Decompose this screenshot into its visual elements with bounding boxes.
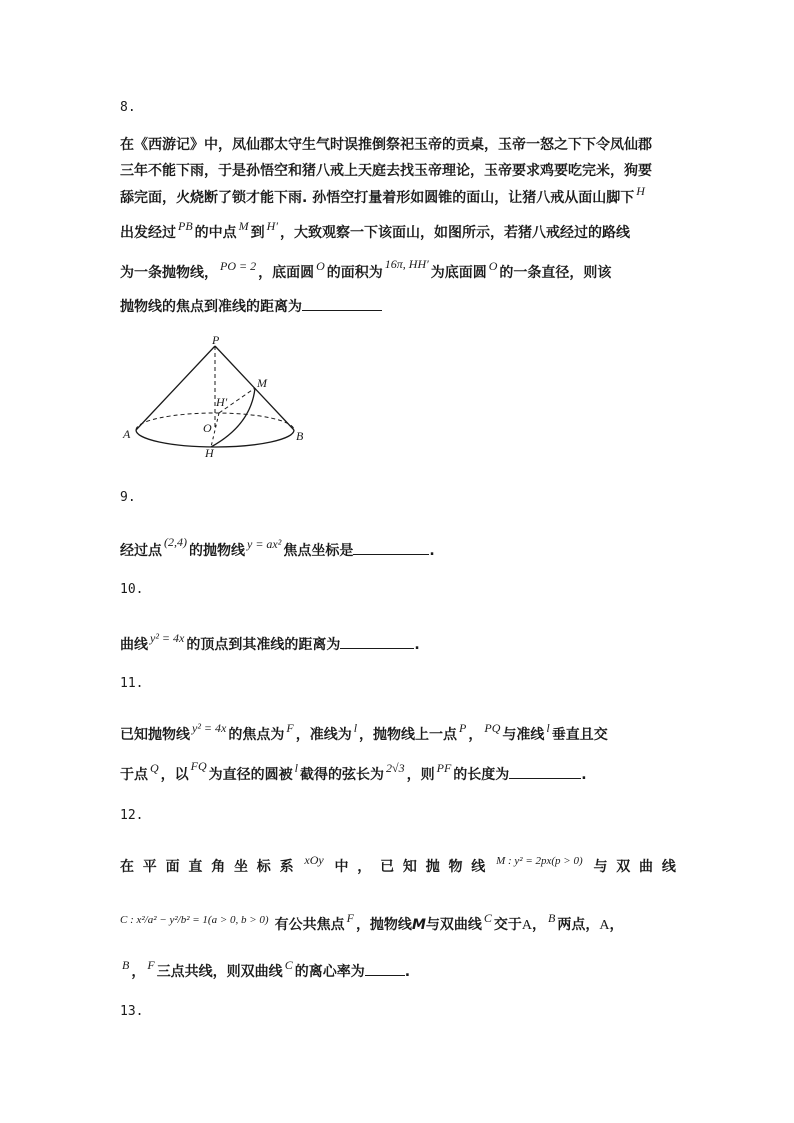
q12-ch: 线 bbox=[661, 859, 676, 875]
q8-math-O-2: O bbox=[488, 259, 498, 273]
label-A: A bbox=[123, 427, 131, 441]
q8-math-PO: PO = 2 bbox=[220, 259, 257, 273]
q11-math-PF: PF bbox=[436, 761, 452, 775]
q8-math-H-prime: H′ bbox=[266, 219, 278, 233]
q12-l2-e: ， bbox=[532, 917, 547, 933]
q11-text-line-1 bbox=[120, 721, 608, 744]
q11-math-FQ: FQ bbox=[190, 759, 207, 773]
label-O: O bbox=[203, 421, 212, 435]
q12-ch: 面 bbox=[165, 859, 180, 875]
q11-math-l-3: l bbox=[294, 761, 299, 775]
q12-l2-a: 有公共焦点 bbox=[274, 917, 345, 933]
q9-math-point: (2,4) bbox=[164, 535, 187, 549]
q9-math-parabola: y = ax² bbox=[247, 537, 282, 551]
q12-math-A-2: A bbox=[599, 918, 610, 933]
q12-ch: 系 bbox=[279, 859, 294, 875]
q8-text-line-1: 在《西游记》中，凤仙郡太守生气时误推倒祭祀玉帝的贡桌，玉帝一怒之下下令凤仙郡 bbox=[120, 137, 652, 153]
q11-text-line-2 bbox=[120, 759, 587, 784]
answer-blank-10[interactable] bbox=[340, 636, 414, 649]
q11-l1-a: 已知抛物线 bbox=[120, 727, 190, 743]
q11-l1-e: ， bbox=[468, 727, 483, 743]
q8-l4-d: ，大致观察一下该面山，如图所示，若猪八戒经过的路线 bbox=[279, 225, 630, 241]
answer-blank-11[interactable] bbox=[509, 766, 581, 779]
q8-l4-c: 到 bbox=[250, 225, 265, 241]
q12-l3-a: ， bbox=[131, 964, 146, 980]
q12-l3-b: 三点共线，则双曲线 bbox=[156, 964, 283, 980]
q9-c: 焦点坐标是 bbox=[283, 543, 354, 559]
q8-text-line-4 bbox=[120, 219, 630, 242]
q10-end: . bbox=[414, 637, 420, 653]
q8-text-line-3 bbox=[120, 184, 647, 207]
q10-b: 的顶点到其准线的距离为 bbox=[186, 637, 341, 653]
q11-l2-e: ，则 bbox=[406, 767, 435, 783]
q12-l2-c: 与双曲线 bbox=[425, 917, 482, 933]
q8-l5-e: 的一条直径，则该 bbox=[499, 265, 612, 281]
label-M: M bbox=[257, 376, 267, 390]
q12-math-M: M bbox=[411, 917, 426, 933]
q8-l6: 抛物线的焦点到准线的距离为 bbox=[120, 299, 302, 315]
q8-math-PB: PB bbox=[178, 219, 193, 233]
q8-math-M: M bbox=[238, 219, 249, 233]
q8-line-3-text: 舔完面，火烧断了锁才能下雨. 孙悟空打量着形如圆锥的面山，让猪八戒从面山脚下 bbox=[120, 190, 635, 206]
q12-ch: 坐 bbox=[233, 859, 248, 875]
q12-ch: 标 bbox=[256, 859, 271, 875]
q12-ch: 双 bbox=[616, 859, 631, 875]
q11-l1-d: ，抛物线上一点 bbox=[359, 727, 458, 743]
q11-l2-f: 的长度为 bbox=[453, 767, 510, 783]
q11-l2-d: 截得的弦长为 bbox=[300, 767, 385, 783]
q12-ch: 角 bbox=[211, 859, 226, 875]
label-H: H bbox=[205, 446, 214, 460]
q12-text-line-1 bbox=[120, 853, 676, 876]
q8-l4-a: 出发经过 bbox=[120, 225, 176, 241]
q8-math-area: 16π, HH′ bbox=[384, 257, 429, 271]
q11-math-PQ: PQ bbox=[484, 721, 501, 735]
question-number-13: 13. bbox=[120, 1004, 144, 1019]
q11-end: . bbox=[581, 767, 587, 783]
q12-end: . bbox=[404, 964, 411, 980]
edge-PA bbox=[136, 346, 215, 430]
question-number-10: 10. bbox=[120, 582, 144, 597]
q12-ch: 知 bbox=[402, 859, 417, 875]
q12-ch: 线 bbox=[471, 859, 486, 875]
q12-text-line-2 bbox=[120, 911, 624, 934]
q11-math-l: l bbox=[353, 721, 358, 735]
question-number-12: 12. bbox=[120, 808, 144, 823]
q12-ch: 在 bbox=[120, 859, 134, 875]
cone-base-back bbox=[136, 413, 294, 430]
q8-math-O: O bbox=[316, 259, 325, 273]
q11-math-P: P bbox=[459, 721, 467, 735]
q8-l4-b: 的中点 bbox=[194, 225, 237, 241]
q8-l5-b: ，底面圆 bbox=[258, 265, 315, 281]
answer-blank-12[interactable] bbox=[365, 963, 405, 976]
q12-math-C: C bbox=[483, 911, 492, 925]
q8-l5-d: 为底面圆 bbox=[430, 265, 487, 281]
q11-l2-a: 于点 bbox=[120, 767, 148, 783]
q12-ch: 平 bbox=[142, 859, 157, 875]
q12-math-parabola-M: M : y² = 2px(p > 0) bbox=[496, 855, 583, 867]
q8-l5-a: 为一条抛物线， bbox=[120, 265, 218, 281]
q11-l1-c: ，准线为 bbox=[295, 727, 352, 743]
q8-text-line-5 bbox=[120, 257, 612, 282]
q12-ch: 直 bbox=[188, 859, 203, 875]
q12-math-B: B bbox=[548, 911, 556, 925]
q10-math-curve: y² = 4x bbox=[150, 631, 185, 645]
label-P: P bbox=[212, 333, 220, 347]
q11-l1-f: 与准线 bbox=[502, 727, 545, 743]
q10-a: 曲线 bbox=[120, 637, 148, 653]
q12-math-hyperbola-C: C : x²/a² − y²/b² = 1(a > 0, b > 0) bbox=[120, 914, 269, 926]
q12-l2-d: 交于 bbox=[493, 917, 522, 933]
q12-math-xOy: xOy bbox=[304, 853, 324, 867]
q9-a: 经过点 bbox=[120, 543, 162, 559]
q11-math-parabola: y² = 4x bbox=[192, 721, 227, 735]
q12-l2-g: ， bbox=[609, 917, 624, 933]
q11-l2-b: ，以 bbox=[160, 767, 189, 783]
label-H-prime: H′ bbox=[216, 395, 228, 409]
q10-text bbox=[120, 631, 420, 654]
q12-math-F-2: F bbox=[147, 958, 155, 972]
q9-b: 的抛物线 bbox=[189, 543, 245, 559]
question-number-8: 8. bbox=[120, 100, 136, 115]
q9-text bbox=[120, 535, 435, 560]
q8-l5-c: 的面积为 bbox=[326, 265, 383, 281]
q12-ch: 已 bbox=[380, 859, 395, 875]
q12-ch: 抛 bbox=[425, 859, 440, 875]
q12-ch: 曲 bbox=[639, 859, 654, 875]
cone-figure bbox=[115, 330, 315, 465]
q12-math-F: F bbox=[346, 911, 354, 925]
q11-math-chord: 2√3 bbox=[386, 761, 405, 775]
q12-ch: 与 bbox=[593, 859, 608, 875]
question-number-9: 9. bbox=[120, 490, 136, 505]
q12-math-C-2: C bbox=[284, 958, 293, 972]
answer-blank-9[interactable] bbox=[353, 542, 429, 555]
q11-l2-c: 为直径的圆被 bbox=[208, 767, 293, 783]
q11-l1-g: 垂直且交 bbox=[551, 727, 608, 743]
q12-ch: 中 bbox=[334, 859, 349, 875]
q8-math-H: H bbox=[636, 184, 645, 198]
q8-text-line-2: 三年不能下雨，于是孙悟空和猪八戒上天庭去找玉帝理论，玉帝要求鸡要吃完米，狗要 bbox=[120, 163, 652, 179]
q11-math-l-2: l bbox=[546, 721, 550, 735]
label-B: B bbox=[296, 429, 304, 443]
q11-math-F: F bbox=[286, 721, 294, 735]
q9-end: . bbox=[429, 543, 435, 559]
q11-l1-b: 的焦点为 bbox=[228, 727, 285, 743]
q8-text-line-6 bbox=[120, 296, 382, 316]
q11-math-Q: Q bbox=[150, 761, 159, 775]
q12-l2-f: 两点， bbox=[557, 917, 600, 933]
q12-math-A: A bbox=[521, 918, 533, 933]
q12-l3-c: 的离心率为 bbox=[294, 964, 365, 980]
question-number-11: 11. bbox=[120, 676, 144, 691]
answer-blank-8[interactable] bbox=[302, 298, 382, 311]
q12-math-B-2: B bbox=[122, 958, 130, 972]
q12-ch: 物 bbox=[448, 859, 463, 875]
q12-text-line-3 bbox=[120, 958, 411, 981]
q12-ch: ， bbox=[357, 859, 372, 875]
q12-l2-b: ，抛物线 bbox=[355, 917, 412, 933]
